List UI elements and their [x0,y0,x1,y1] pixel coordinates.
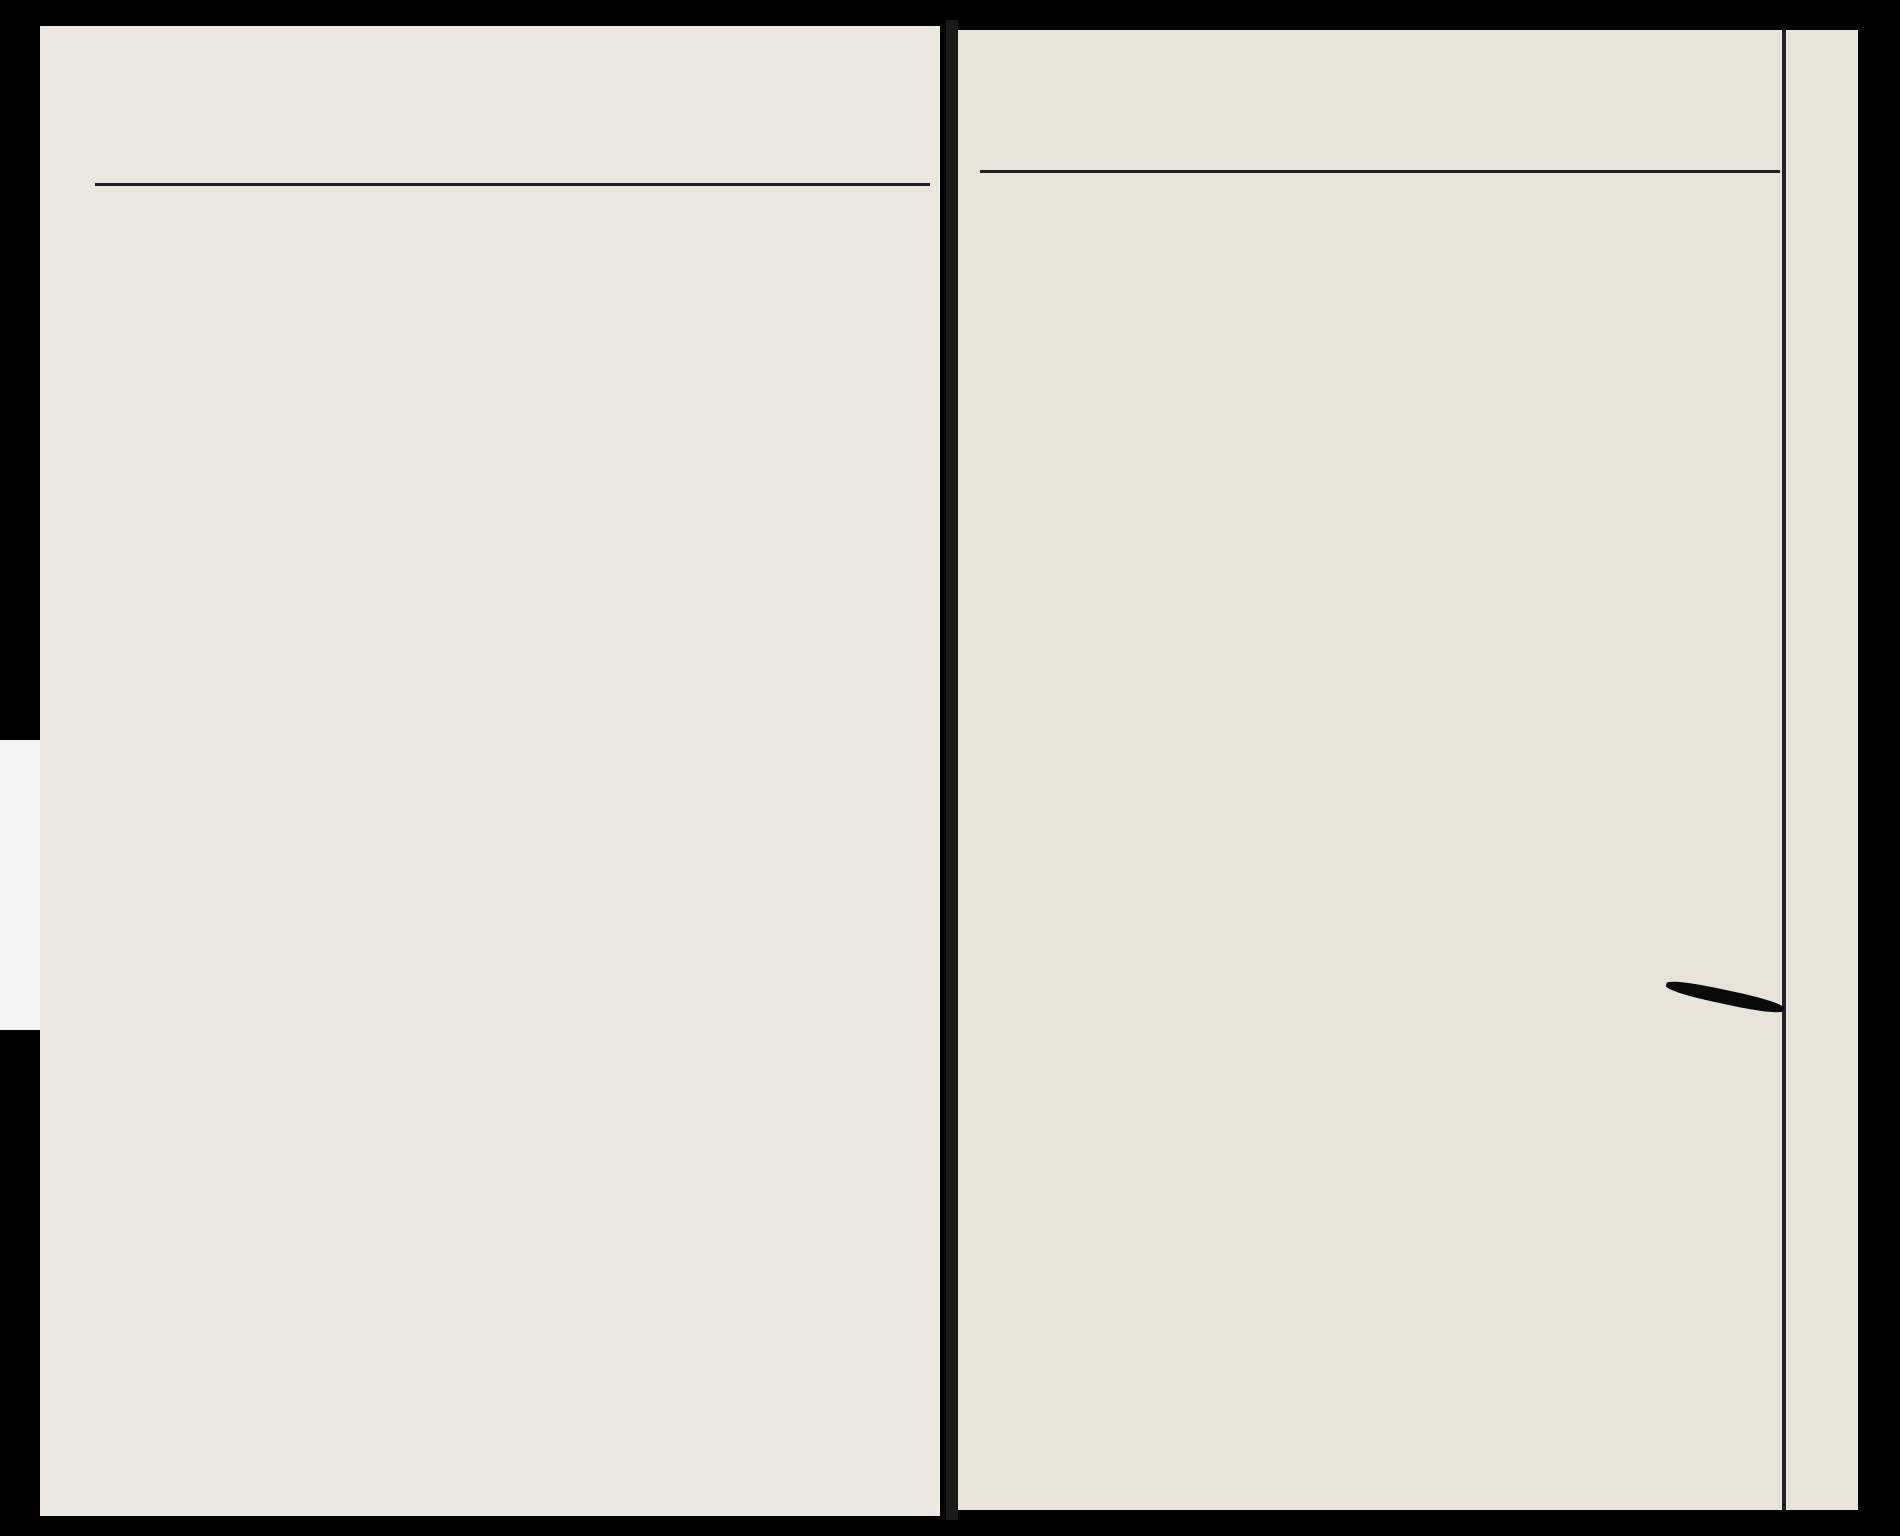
right-edge-line [1782,30,1786,1510]
